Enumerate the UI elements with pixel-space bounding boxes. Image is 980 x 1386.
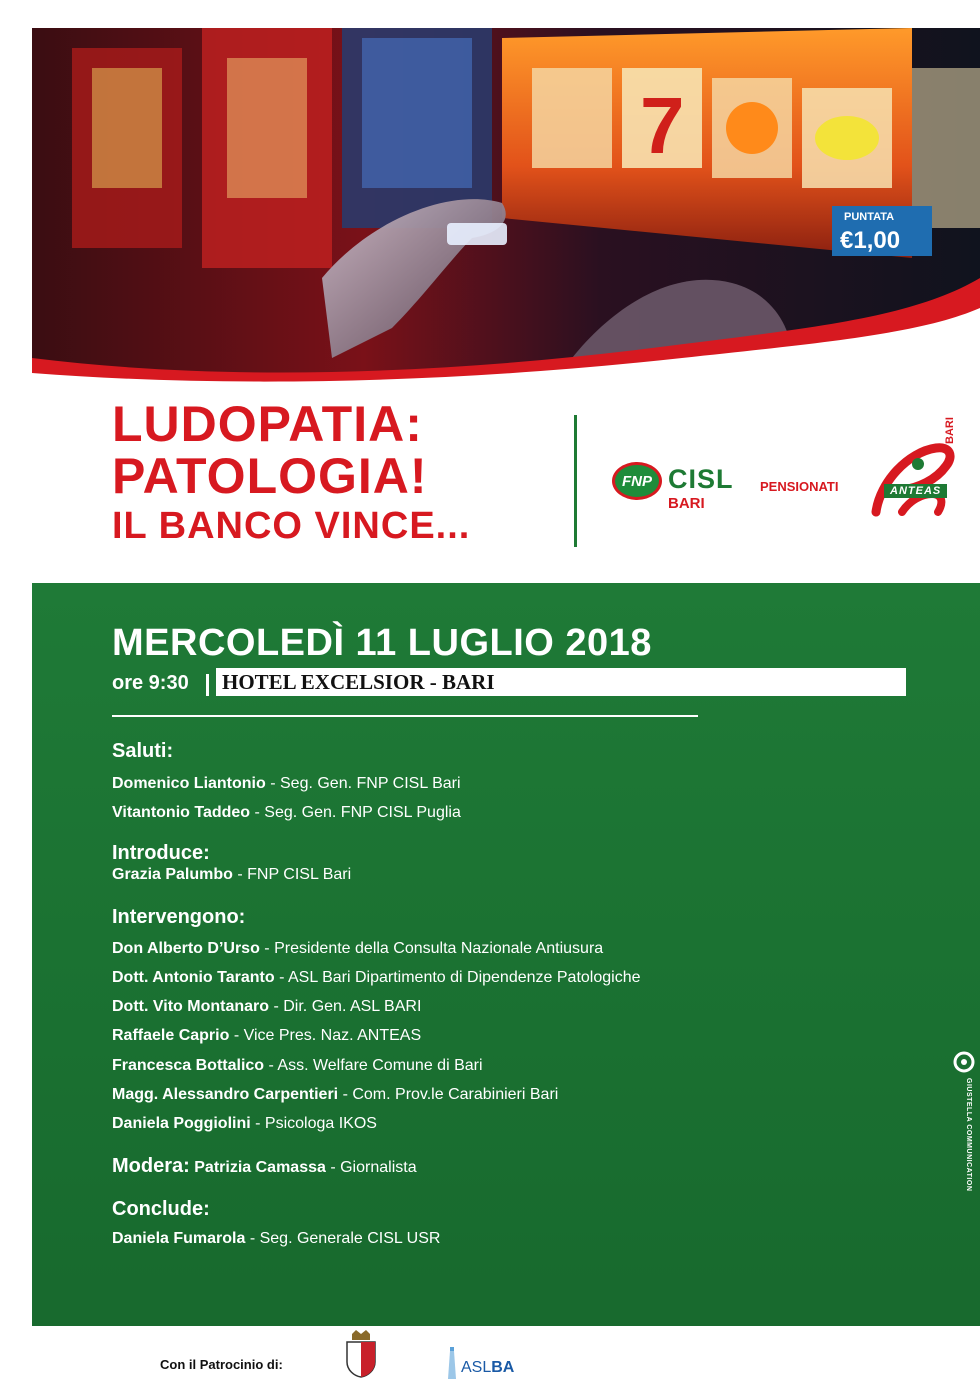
speaker-name: Raffaele Caprio (112, 1027, 230, 1044)
anteas-bari-text: BARI (944, 417, 956, 444)
pensionati-text: PENSIONATI (760, 479, 839, 494)
speaker-name: Magg. Alessandro Carpentieri (112, 1086, 339, 1103)
speaker-role: Ass. Welfare Comune di Bari (277, 1057, 483, 1074)
intervengono-row-5: Francesca Bottalico - Ass. Welfare Comune di Bari (112, 1057, 483, 1074)
speaker-name: Dott. Vito Montanaro (112, 998, 270, 1015)
conclude-row-1: Daniela Fumarola - Seg. Generale CISL USR (112, 1230, 441, 1247)
speaker-name: Francesca Bottalico (112, 1057, 265, 1074)
speaker-name: Daniela Poggiolini (112, 1115, 251, 1132)
modera-row: Modera: Patrizia Camassa - Giornalista (112, 1155, 417, 1177)
speaker-role: Seg. Generale CISL USR (259, 1230, 441, 1247)
svg-text:7: 7 (640, 81, 685, 170)
speaker-name: Patrizia Camassa (194, 1159, 326, 1176)
giustella-logo-icon (952, 1048, 976, 1148)
intervengono-heading: Intervengono: (112, 906, 246, 928)
title-line-3: IL BANCO VINCE... (112, 505, 471, 547)
fnp-oval-icon (612, 462, 662, 500)
side-brand-text: GIUSTELLA COMMUNICATION (965, 1078, 972, 1192)
speaker-role: Presidente della Consulta Nazionale Antiusura (274, 940, 604, 957)
intervengono-row-7: Daniela Poggiolini - Psicologa IKOS (112, 1115, 377, 1132)
anteas-logo-icon (858, 442, 970, 522)
speaker-name: Don Alberto D’Urso (112, 940, 260, 957)
saluti-row-1: Domenico Liantonio - Seg. Gen. FNP CISL Bari (112, 775, 461, 792)
puntata-label: PUNTATA (844, 211, 895, 223)
speaker-role: Vice Pres. Naz. ANTEAS (243, 1027, 422, 1044)
introduce-row-1: Grazia Palumbo - FNP CISL Bari (112, 866, 352, 883)
speaker-role: Dir. Gen. ASL BARI (283, 998, 422, 1015)
slot-machine-photo (32, 28, 980, 383)
event-date: MERCOLEDÌ 11 LUGLIO 2018 (112, 622, 652, 664)
asl-ba-logo (461, 1359, 514, 1377)
lighthouse-icon (446, 1345, 458, 1379)
speaker-role: Seg. Gen. FNP CISL Puglia (264, 804, 461, 821)
hero-photo (32, 28, 980, 383)
event-time: ore 9:30 (112, 672, 189, 694)
intervengono-row-3: Dott. Vito Montanaro - Dir. Gen. ASL BARI (112, 998, 422, 1015)
speaker-name: Grazia Palumbo (112, 866, 233, 883)
saluti-heading: Saluti: (112, 740, 174, 762)
header-rule (112, 715, 698, 717)
footer (32, 1326, 980, 1386)
ba-text: BA (491, 1359, 515, 1376)
patrocinio-label: Con il Patrocinio di: (160, 1357, 283, 1372)
intervengono-row-6: Magg. Alessandro Carpentieri - Com. Prov.le Carabinieri Bari (112, 1086, 559, 1103)
fnp-logo (612, 462, 662, 500)
conclude-heading: Conclude: (112, 1198, 210, 1220)
asl-text: ASL (461, 1359, 492, 1376)
intervengono-row-4: Raffaele Caprio - Vice Pres. Naz. ANTEAS (112, 1027, 422, 1044)
title-line-2: PATOLOGIA! (112, 448, 428, 504)
intervengono-row-1: Don Alberto D’Urso - Presidente della Consulta Nazionale Antiusura (112, 940, 604, 957)
time-separator (206, 674, 209, 696)
speaker-name: Domenico Liantonio (112, 775, 266, 792)
vertical-divider (574, 415, 577, 547)
saluti-row-2: Vitantonio Taddeo - Seg. Gen. FNP CISL Puglia (112, 804, 461, 821)
cisl-bari-text: BARI (668, 495, 705, 512)
title-line-1: LUDOPATIA: (112, 396, 423, 452)
speaker-role: Com. Prov.le Carabinieri Bari (352, 1086, 559, 1103)
introduce-heading: Introduce: (112, 842, 210, 864)
speaker-role: FNP CISL Bari (247, 866, 352, 883)
main-title (112, 398, 552, 548)
speaker-role: ASL Bari Dipartimento di Dipendenze Patologiche (287, 969, 641, 986)
modera-heading: Modera: (112, 1155, 190, 1177)
speaker-name: Dott. Antonio Taranto (112, 969, 275, 986)
intervengono-row-2: Dott. Antonio Taranto - ASL Bari Dipartimento di Dipendenze Patologiche (112, 969, 641, 986)
anteas-label: ANTEAS (884, 484, 947, 498)
speaker-name: Vitantonio Taddeo (112, 804, 251, 821)
cisl-logo-text: CISL (668, 464, 734, 494)
fnp-logo-text: FNP (622, 472, 652, 490)
speaker-role: Psicologa IKOS (264, 1115, 377, 1132)
bari-crest-icon (344, 1330, 378, 1378)
speaker-role: Seg. Gen. FNP CISL Bari (280, 775, 461, 792)
speaker-role: Giornalista (340, 1159, 417, 1176)
speaker-name: Daniela Fumarola (112, 1230, 246, 1247)
event-venue: HOTEL EXCELSIOR - BARI (216, 668, 906, 696)
puntata-value: €1,00 (840, 227, 901, 254)
